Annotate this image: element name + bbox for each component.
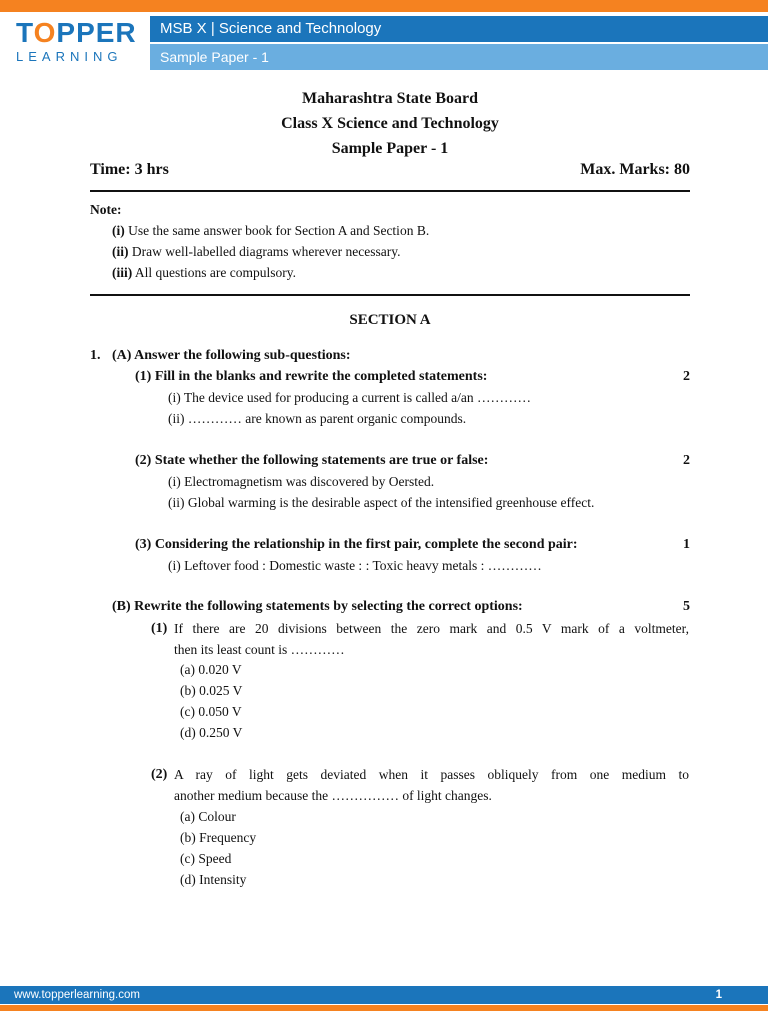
board-title: Maharashtra State Board [302, 90, 478, 107]
mcq-question-line: another medium because the …………… of light changes. [174, 788, 492, 803]
mcq-question-line: then its least count is ………… [174, 642, 345, 657]
marks-value: 2 [683, 369, 690, 384]
mcq-number: (1) [151, 621, 168, 636]
mcq-option: (c) Speed [180, 851, 232, 866]
logo-wordmark: TOPPER [16, 17, 137, 48]
mcq-option: (a) Colour [180, 809, 236, 824]
part-b-heading: (B) Rewrite the following statements by selecting the correct options: [112, 599, 523, 614]
note-heading: Note: [90, 202, 122, 217]
footer-accent-bar [0, 1005, 768, 1011]
sub-item: (i) Electromagnetism was discovered by Oersted. [168, 474, 435, 489]
logo-subtitle: LEARNING [16, 49, 123, 64]
course-title-bar: MSB X | Science and Technology [150, 16, 768, 42]
mcq-question-line: A ray of light gets deviated when it passes obliquely from one medium to [174, 767, 689, 782]
sub-question-label: (3) Considering the relationship in the first pair, complete the second pair: [135, 537, 578, 552]
paper-title-bar: Sample Paper - 1 [150, 44, 768, 70]
marks-value: 2 [683, 453, 690, 468]
mcq-option: (a) 0.020 V [180, 662, 242, 677]
divider [90, 294, 690, 296]
footer-bar [0, 986, 768, 1004]
mcq-question-line: If there are 20 divisions between the zero mark and 0.5 V mark of a voltmeter, [174, 621, 689, 636]
subject-title: Class X Science and Technology [281, 115, 499, 132]
marks-value: 1 [683, 537, 690, 552]
mcq-option: (b) 0.025 V [180, 683, 243, 698]
mcq-number: (2) [151, 767, 168, 782]
part-a-heading: (A) Answer the following sub-questions: [112, 348, 351, 363]
footer-url-link[interactable]: www.topperlearning.com [14, 989, 140, 1001]
section-heading: SECTION A [349, 312, 431, 328]
question-number: 1. [90, 348, 101, 363]
header-accent-bar [0, 0, 768, 12]
topper-learning-logo[interactable] [16, 18, 136, 68]
note-item: (ii) Draw well-labelled diagrams wherever necessary. [112, 244, 401, 259]
max-marks-label: Max. Marks: 80 [580, 161, 690, 178]
paper-title: Sample Paper - 1 [331, 140, 449, 157]
mcq-option: (b) Frequency [180, 830, 257, 845]
sub-question-label: (1) Fill in the blanks and rewrite the completed statements: [135, 369, 488, 384]
sub-item: (ii) Global warming is the desirable aspect of the intensified greenhouse effect. [168, 495, 595, 510]
sub-item: (i) The device used for producing a current is called a/an ………… [168, 390, 531, 405]
page-number: 1 [715, 989, 722, 1001]
sub-question-label: (2) State whether the following statements are true or false: [135, 453, 489, 468]
note-item: (i) Use the same answer book for Section A and Section B. [112, 223, 430, 238]
note-item: (iii) All questions are compulsory. [112, 265, 296, 280]
marks-value: 5 [683, 599, 690, 614]
time-marks-row [90, 161, 690, 179]
mcq-option: (d) 0.250 V [180, 725, 243, 740]
sub-item: (i) Leftover food : Domestic waste : : Toxic heavy metals : ………… [168, 558, 542, 573]
time-label: Time: 3 hrs [90, 161, 169, 178]
mcq-option: (d) Intensity [180, 872, 247, 887]
sub-item: (ii) ………… are known as parent organic compounds. [168, 411, 467, 426]
mcq-option: (c) 0.050 V [180, 704, 242, 719]
divider [90, 190, 690, 192]
